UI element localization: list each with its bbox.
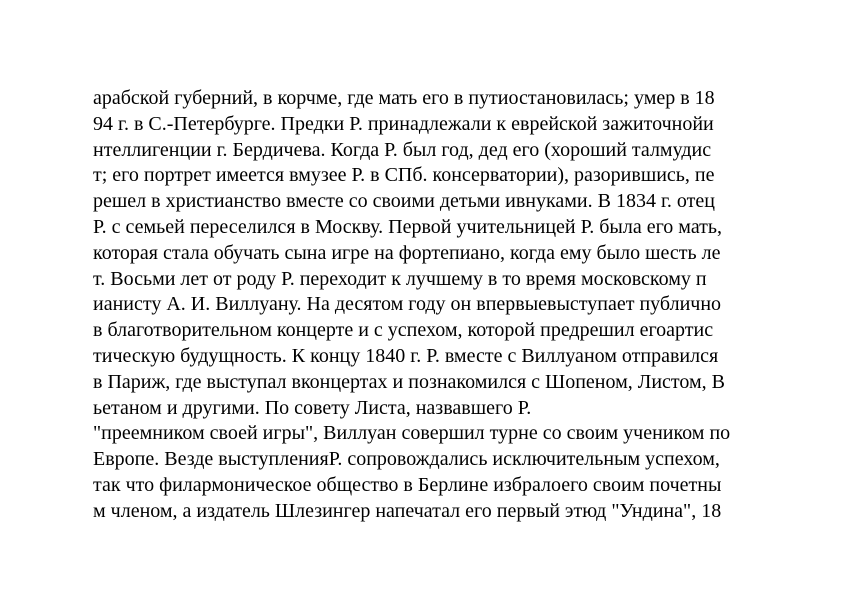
text-line-7: которая стала обучать сына игре на фортепиано, когда ему было шесть ле [93, 241, 721, 264]
text-line-15: Европе. Везде выступленияР. сопровождались исключительным успехом, [93, 448, 720, 471]
text-line-1: арабской губерний, в корчме, где мать его в путиостановилась; умер в 18 [93, 87, 715, 109]
text-line-5: решел в христианство вместе со своими детьми ивнуками. В 1834 г. отец [93, 190, 715, 213]
text-line-2: 94 г. в С.-Петербурге. Предки Р. принадлежали к еврейской зажиточнойи [93, 112, 714, 135]
text-line-8: т. Восьми лет от роду Р. переходит к лучшему в то время московскому п [93, 267, 707, 290]
text-line-4: т; его портрет имеется вмузее Р. в СПб. консерватории), разорившись, пе [93, 164, 715, 187]
text-line-14: "преемником своей игры", Виллуан совершил турне со своим учеником по [93, 422, 731, 445]
text-line-12: в Париж, где выступал вконцертах и познакомился с Шопеном, Листом, В [93, 370, 726, 393]
text-line-16: так что филармоническое общество в Берлине избралоего своим почетны [93, 473, 722, 496]
text-line-6: Р. с семьей переселился в Москву. Первой учительницей Р. была его мать, [93, 215, 723, 238]
text-line-10: в благотворительном концерте и с успехом, которой предрешил егоартис [93, 319, 714, 342]
text-line-9: ианисту А. И. Виллуану. На десятом году он впервыевыступает публично [93, 293, 722, 316]
text-line-17: м членом, а издатель Шлезингер напечатал его первый этюд "Ундина", 18 [93, 499, 722, 522]
text-line-3: нтеллигенции г. Бердичева. Когда Р. был год, дед его (хороший талмудис [93, 138, 712, 161]
text-line-11: тическую будущность. К концу 1840 г. Р. вместе с Виллуаном отправился [93, 344, 719, 367]
text-line-13: ьетаном и другими. По совету Листа, назвавшего Р. [93, 396, 532, 419]
body-text [93, 86, 813, 525]
